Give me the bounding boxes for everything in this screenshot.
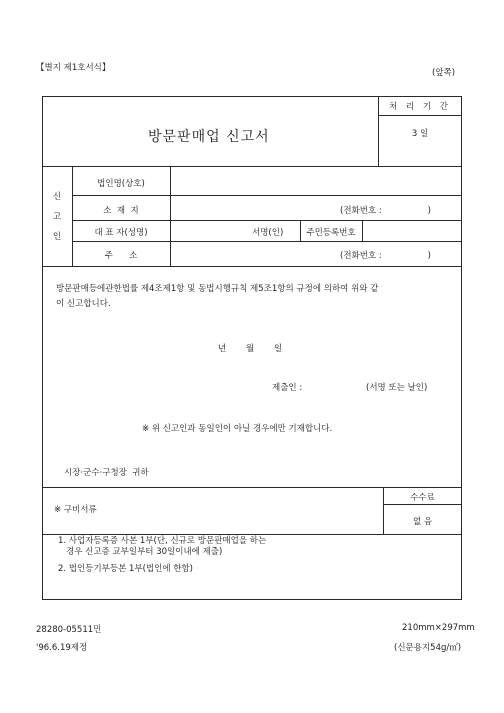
fee-value: 없 음 xyxy=(412,517,433,527)
statement-line-1: 방문판매등에관한법률 제4조제1항 및 동법시행규칙 제5조1항의 규정에 의하여 위와 같 xyxy=(56,284,379,294)
processing-period-label: 처 리 기 간 xyxy=(389,102,451,112)
date-month: 월 xyxy=(246,344,255,354)
statement-line-2: 이 신고합니다. xyxy=(56,299,111,309)
document-item-1-line-1: 1. 사업자등록증 사본 1부(단, 신규로 방문판매업을 하는 xyxy=(58,536,267,546)
document-item-2: 2. 법인등기부등본 1부(법인에 한함) xyxy=(58,564,194,574)
form-title: 방문판매업 신고서 xyxy=(148,129,270,145)
note: ※ 위 신고인과 동일인이 아닐 경우에만 기재합니다. xyxy=(142,424,333,434)
paper-type: (신문용지54g/㎡) xyxy=(394,643,462,653)
submitter-label: 제출인 : xyxy=(272,383,303,393)
location-phone: (전화번호 : ) xyxy=(340,206,431,216)
date-year: 년 xyxy=(218,344,227,354)
corp-name-label: 법인명(상호) xyxy=(97,179,145,189)
addressee: 시장·군수·구청장 귀하 xyxy=(64,468,149,478)
date-day: 일 xyxy=(274,344,283,354)
signature-label: 서명(인) xyxy=(252,228,284,238)
applicant-group-label-3: 인 xyxy=(52,232,62,242)
location-label: 소 재 지 xyxy=(103,206,139,216)
form-code: 28280-05511민 xyxy=(36,625,102,635)
address-phone: (전화번호 : ) xyxy=(340,251,431,261)
enactment-date: '96.6.19제정 xyxy=(36,643,88,653)
form-reference: 【별지 제1호서식】 xyxy=(36,63,111,73)
applicant-group-label-2: 고 xyxy=(52,212,62,222)
address-label: 주 소 xyxy=(104,251,138,261)
submitter-sign: (서명 또는 날인) xyxy=(366,383,428,393)
documents-title: ※ 구비서류 xyxy=(54,505,97,515)
applicant-group-label-1: 신 xyxy=(52,192,62,202)
paper-size: 210mm×297mm xyxy=(402,623,475,633)
fee-label: 수수료 xyxy=(410,493,435,503)
representative-label: 대 표 자(성명) xyxy=(94,228,148,238)
processing-period-value: 3 일 xyxy=(411,129,429,139)
document-item-1-line-2: 경우 신고증 교부일부터 30일이내에 제출) xyxy=(66,547,223,557)
resident-number-label: 주민등록번호 xyxy=(306,228,356,238)
page-side-label: (앞쪽) xyxy=(432,68,456,78)
